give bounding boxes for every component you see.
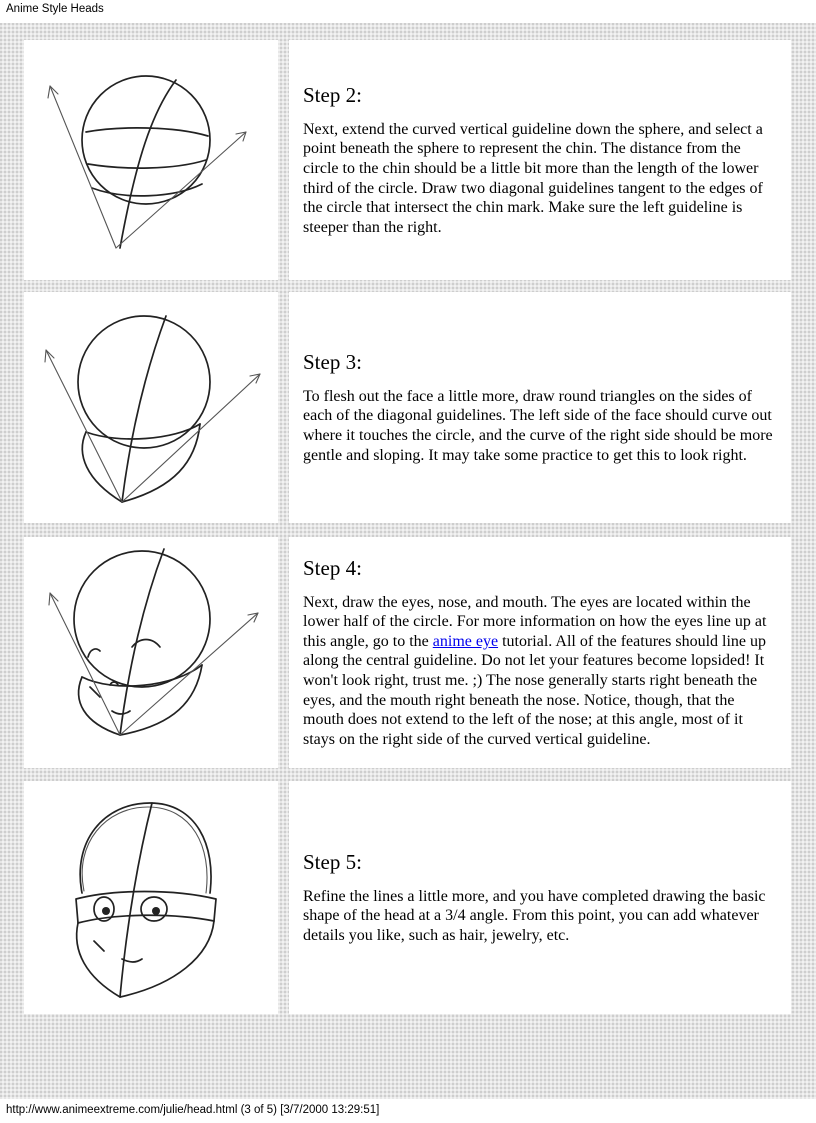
step-2-text-panel bbox=[289, 40, 791, 280]
step-5-title: Step 5: bbox=[303, 849, 362, 874]
step-3-sketch bbox=[24, 292, 278, 523]
step-4-illustration bbox=[24, 537, 278, 768]
page-header: Anime Style Heads bbox=[6, 3, 104, 15]
step-5-text-panel bbox=[289, 781, 791, 1014]
step-3-body: To flesh out the face a little more, draw round triangles on the sides of each of the diagonal guidelines. The left side of the face should curve out where it touches the circle, and the curve of the right side should be more gentle and sloping. It may take some practice to get this to look right. bbox=[303, 387, 773, 464]
step-4-body-start: Next, draw the eyes, nose, and mouth. The eyes are located within the lower half of the circle. For more information on how the eyes line up at this angle, go to the bbox=[303, 593, 767, 650]
step-3-text-panel bbox=[289, 292, 791, 523]
step-5-illustration bbox=[24, 781, 278, 1014]
step-4-body bbox=[303, 593, 775, 750]
step-4-title: Step 4: bbox=[303, 555, 362, 580]
step-3-illustration bbox=[24, 292, 278, 523]
step-4-body-end: tutorial. All of the features should line up along the central guideline. Do not let your features become lopsided! It won't look right, trust me. ;) The nose generally starts right beneath the eyes, and the mouth right beneath the nose. Notice, though, that the mouth does not extend to the left of the nose; at this angle, most of it stays on the right side of the curved vertical guideline. bbox=[303, 632, 767, 748]
step-5-body: Refine the lines a little more, and you have completed drawing the basic shape of the head at a 3/4 angle. From this point, you can add whatever details you like, such as hair, jewelry, etc. bbox=[303, 887, 766, 944]
step-2-sketch bbox=[24, 40, 278, 280]
step-2-title: Step 2: bbox=[303, 82, 362, 107]
step-2-illustration bbox=[24, 40, 278, 280]
step-3-title: Step 3: bbox=[303, 349, 362, 374]
step-5-sketch bbox=[24, 781, 278, 1014]
anime-eye-link[interactable]: anime eye bbox=[432, 632, 499, 650]
page-footer-url: http://www.animeextreme.com/julie/head.html (3 of 5) [3/7/2000 13:29:51] bbox=[6, 1104, 380, 1116]
step-2-body: Next, extend the curved vertical guideline down the sphere, and select a point beneath the sphere to represent the chin. The distance from the circle to the chin should be a little bit more than the length of the lower third of the circle. Draw two diagonal guidelines tangent to the edges of the circle that intersect the chin mark. Make sure the left guideline is steeper than the right. bbox=[303, 120, 763, 236]
step-4-text-panel bbox=[289, 537, 791, 768]
step-4-sketch bbox=[24, 537, 278, 768]
